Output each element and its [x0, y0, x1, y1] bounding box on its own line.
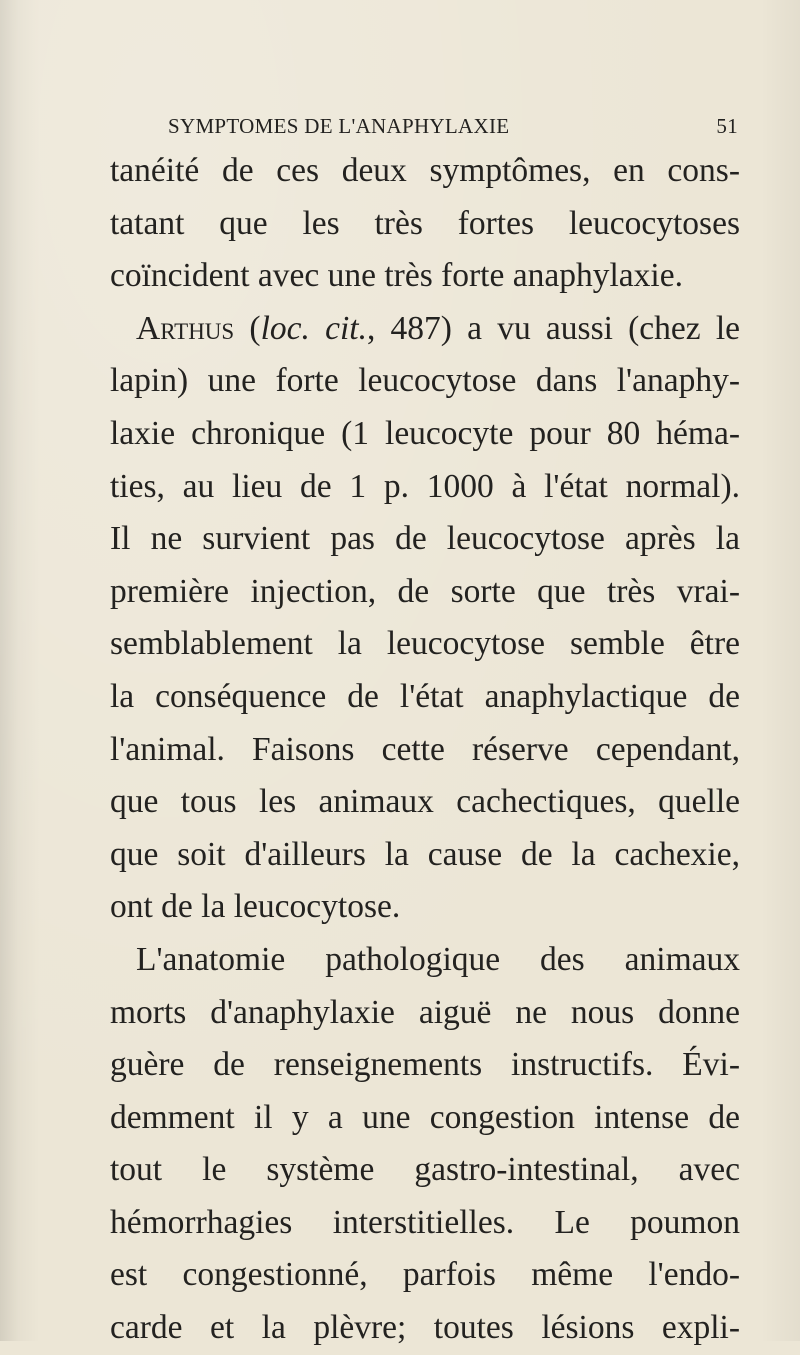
text-line: coïncident avec une très forte anaphylaxie.	[110, 257, 683, 295]
text-line: tanéité de ces deux symptômes, en cons-	[110, 152, 740, 189]
text-line: L'anatomie pathologique des animaux	[136, 940, 740, 978]
text-line: première injection, de sorte que très vrai-	[110, 572, 740, 610]
text-line: Il ne survient pas de leucocytose après la	[110, 520, 740, 558]
text-line: hémorrhagies interstitielles. Le poumon	[110, 1203, 740, 1241]
text-line: l'animal. Faisons cette réserve cependant,	[110, 730, 740, 768]
text-line: carde et la plèvre; toutes lésions expli-	[110, 1309, 740, 1347]
text-line: tout le système gastro-intestinal, avec	[110, 1151, 740, 1189]
text-line: la conséquence de l'état anaphylactique de	[110, 677, 740, 715]
text-line: lapin) une forte leucocytose dans l'anaphy-	[110, 362, 740, 400]
text-line-citation	[110, 303, 740, 356]
body-text	[110, 145, 740, 1355]
citation-abbrev: loc. cit.	[260, 309, 367, 347]
text-line: tatant que les très fortes leucocytoses	[110, 204, 740, 242]
text-fragment: , 487) a vu aussi (chez le	[366, 309, 740, 347]
text-line: ont de la leucocytose.	[110, 888, 401, 926]
text-line: que tous les animaux cachectiques, quelle	[110, 783, 740, 821]
text-fragment: (	[234, 309, 261, 347]
running-title: SYMPTOMES DE L'ANAPHYLAXIE	[168, 114, 510, 138]
text-line: est congestionné, parfois même l'endo-	[110, 1256, 740, 1294]
text-line: semblablement la leucocytose semble être	[110, 625, 740, 663]
text-line: morts d'anaphylaxie aiguë ne nous donne	[110, 993, 740, 1031]
text-line: demment il y a une congestion intense de	[110, 1098, 740, 1136]
text-line: guère de renseignements instructifs. Évi-	[110, 1046, 740, 1084]
running-head	[168, 114, 738, 144]
text-line: ties, au lieu de 1 p. 1000 à l'état normal).	[110, 467, 740, 505]
author-name: Arthus	[136, 309, 235, 347]
text-line: que soit d'ailleurs la cause de la cachexie,	[110, 835, 740, 873]
text-line: laxie chronique (1 leucocyte pour 80 héma-	[110, 414, 740, 452]
page-number: 51	[716, 114, 738, 138]
